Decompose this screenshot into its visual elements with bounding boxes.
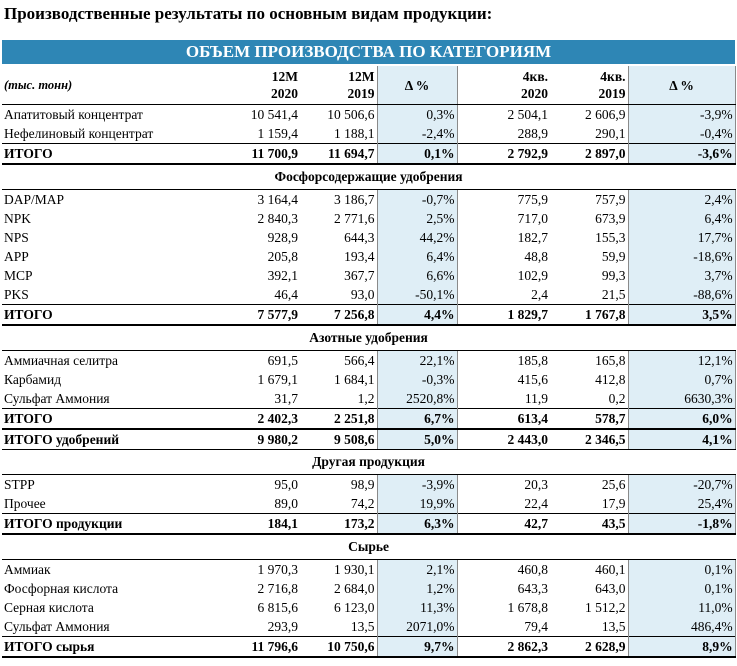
delta-q4: 4,1% <box>628 429 735 450</box>
value-12m-2019: 10 750,6 <box>300 637 377 658</box>
row-label: Аммиак <box>4 561 51 577</box>
value-12m-2019: 98,9 <box>350 476 375 492</box>
delta-q4: 17,7% <box>628 228 735 247</box>
row-label: NPK <box>4 210 32 226</box>
value-q4-2019: 1 512,2 <box>585 599 626 615</box>
value-12m-2020: 95,0 <box>274 476 298 492</box>
delta-q4: -1,8% <box>628 514 735 535</box>
delta-q4: 486,4% <box>628 617 735 637</box>
table-row <box>2 494 735 514</box>
value-q4-2020: 102,9 <box>517 267 548 283</box>
value-12m-2020: 928,9 <box>267 229 298 245</box>
row-label: ИТОГО <box>2 144 214 165</box>
value-12m-2019: 74,2 <box>350 495 375 511</box>
value-q4-2020: 288,9 <box>517 125 548 141</box>
value-q4-2019: 2 606,9 <box>585 106 626 122</box>
delta-12m: 22,1% <box>377 351 457 371</box>
delta-q4: 6,0% <box>628 409 735 430</box>
table-row <box>2 209 735 228</box>
delta-q4: -88,6% <box>628 285 735 305</box>
header-delta-q4: Δ % <box>628 65 735 105</box>
value-q4-2019: 0,2 <box>608 390 626 406</box>
delta-12m: 4,4% <box>377 305 457 326</box>
value-q4-2020: 1 678,8 <box>507 599 548 615</box>
delta-q4: 3,5% <box>628 305 735 326</box>
value-12m-2020: 2 402,3 <box>214 409 300 430</box>
total-row <box>2 514 735 535</box>
value-12m-2020: 11 796,6 <box>214 637 300 658</box>
row-label: APP <box>4 248 29 264</box>
value-q4-2019: 43,5 <box>550 514 628 535</box>
value-12m-2020: 2 840,3 <box>257 210 298 226</box>
value-12m-2020: 9 980,2 <box>214 429 300 450</box>
table-row <box>2 579 735 598</box>
value-12m-2020: 1 970,3 <box>257 561 298 577</box>
value-q4-2019: 757,9 <box>595 191 626 207</box>
delta-q4: 25,4% <box>628 494 735 514</box>
row-label: DAP/MAP <box>4 191 65 207</box>
delta-12m: 5,0% <box>377 429 457 450</box>
row-label: ИТОГО продукции <box>2 514 214 535</box>
value-q4-2020: 22,4 <box>524 495 548 511</box>
delta-q4: 2,4% <box>628 190 735 210</box>
value-q4-2020: 185,8 <box>517 352 548 368</box>
total-row <box>2 305 735 326</box>
value-12m-2020: 1 159,4 <box>257 125 298 141</box>
row-label: Сульфат Аммония <box>4 390 110 406</box>
value-q4-2019: 412,8 <box>595 371 626 387</box>
value-12m-2019: 6 123,0 <box>334 599 375 615</box>
value-q4-2020: 2,4 <box>531 286 548 302</box>
header-q4-2019: 4кв. 2019 <box>550 65 628 105</box>
delta-12m: -0,3% <box>377 370 457 389</box>
value-12m-2020: 89,0 <box>274 495 298 511</box>
table-row <box>2 351 735 371</box>
row-label: Сульфат Аммония <box>4 618 110 634</box>
value-12m-2019: 566,4 <box>344 352 375 368</box>
value-12m-2020: 7 577,9 <box>214 305 300 326</box>
value-12m-2020: 2 716,8 <box>257 580 298 596</box>
page-title: Производственные результаты по основным видам продукции: <box>4 4 493 23</box>
value-12m-2020: 1 679,1 <box>257 371 298 387</box>
table-row <box>2 475 735 495</box>
delta-12m: -50,1% <box>377 285 457 305</box>
row-label: Серная кислота <box>4 599 94 615</box>
value-12m-2019: 1 188,1 <box>334 125 375 141</box>
row-label: ИТОГО удобрений <box>2 429 214 450</box>
total-row <box>2 144 735 165</box>
value-12m-2019: 13,5 <box>350 618 375 634</box>
delta-q4: 0,1% <box>628 560 735 580</box>
value-q4-2020: 20,3 <box>524 476 548 492</box>
delta-q4: 0,1% <box>628 579 735 598</box>
header-12m-2020: 12M 2020 <box>214 65 300 105</box>
production-table <box>2 40 736 658</box>
value-q4-2020: 2 792,9 <box>457 144 550 165</box>
row-label: Карбамид <box>4 371 62 387</box>
value-q4-2019: 578,7 <box>550 409 628 430</box>
delta-12m: -0,7% <box>377 190 457 210</box>
value-q4-2019: 25,6 <box>601 476 626 492</box>
delta-q4: 8,9% <box>628 637 735 658</box>
delta-12m: 6,4% <box>377 247 457 266</box>
row-label: MCP <box>4 267 33 283</box>
value-q4-2020: 11,9 <box>524 390 548 406</box>
value-12m-2020: 184,1 <box>214 514 300 535</box>
table-row <box>2 285 735 305</box>
delta-12m: 0,3% <box>377 105 457 125</box>
delta-q4: -0,4% <box>628 124 735 144</box>
total-row <box>2 409 735 430</box>
value-q4-2020: 2 443,0 <box>457 429 550 450</box>
value-12m-2019: 2 251,8 <box>300 409 377 430</box>
row-label: ИТОГО <box>2 305 214 326</box>
value-12m-2019: 1,2 <box>357 390 375 406</box>
value-q4-2019: 2 346,5 <box>550 429 628 450</box>
value-q4-2019: 460,1 <box>595 561 626 577</box>
delta-12m: 2,1% <box>377 560 457 580</box>
table-row <box>2 228 735 247</box>
value-12m-2019: 2 684,0 <box>334 580 375 596</box>
delta-12m: 1,2% <box>377 579 457 598</box>
delta-q4: 3,7% <box>628 266 735 285</box>
value-12m-2020: 10 541,4 <box>250 106 298 122</box>
value-q4-2020: 415,6 <box>517 371 548 387</box>
value-q4-2020: 2 862,3 <box>457 637 550 658</box>
value-12m-2020: 392,1 <box>267 267 298 283</box>
delta-12m: 11,3% <box>377 598 457 617</box>
table-row <box>2 370 735 389</box>
value-12m-2019: 173,2 <box>300 514 377 535</box>
table-row <box>2 247 735 266</box>
value-12m-2019: 367,7 <box>344 267 375 283</box>
section-title: Фосфорсодержащие удобрения <box>2 164 735 190</box>
value-12m-2020: 691,5 <box>267 352 298 368</box>
value-12m-2019: 7 256,8 <box>300 305 377 326</box>
delta-12m: -2,4% <box>377 124 457 144</box>
delta-q4: -3,9% <box>628 105 735 125</box>
value-12m-2020: 205,8 <box>267 248 298 264</box>
row-label: ИТОГО сырья <box>2 637 214 658</box>
delta-q4: 6630,3% <box>628 389 735 409</box>
value-q4-2019: 155,3 <box>595 229 626 245</box>
delta-12m: 9,7% <box>377 637 457 658</box>
value-12m-2020: 6 815,6 <box>257 599 298 615</box>
value-q4-2019: 2 897,0 <box>550 144 628 165</box>
section-header <box>2 450 735 475</box>
value-q4-2020: 717,0 <box>517 210 548 226</box>
header-delta-12m: Δ % <box>377 65 457 105</box>
delta-12m: 6,3% <box>377 514 457 535</box>
row-label: Нефелиновый концентрат <box>4 125 154 141</box>
delta-q4: -3,6% <box>628 144 735 165</box>
row-label: ИТОГО <box>2 409 214 430</box>
delta-12m: 44,2% <box>377 228 457 247</box>
section-title: Сырье <box>2 534 735 560</box>
value-12m-2019: 644,3 <box>344 229 375 245</box>
delta-12m: 6,6% <box>377 266 457 285</box>
table-row <box>2 190 735 210</box>
table-row <box>2 105 735 125</box>
value-q4-2019: 13,5 <box>601 618 626 634</box>
row-label: STPP <box>4 476 35 492</box>
row-label: Апатитовый концентрат <box>4 106 143 122</box>
value-q4-2020: 460,8 <box>517 561 548 577</box>
value-12m-2020: 3 164,4 <box>257 191 298 207</box>
section-title: Другая продукция <box>2 450 735 475</box>
value-q4-2019: 643,0 <box>595 580 626 596</box>
table-row <box>2 389 735 409</box>
value-12m-2019: 10 506,6 <box>327 106 375 122</box>
table-row <box>2 560 735 580</box>
delta-12m: 2,5% <box>377 209 457 228</box>
value-q4-2019: 21,5 <box>601 286 626 302</box>
delta-q4: -18,6% <box>628 247 735 266</box>
value-q4-2019: 165,8 <box>595 352 626 368</box>
value-q4-2020: 48,8 <box>524 248 548 264</box>
delta-q4: 6,4% <box>628 209 735 228</box>
total-row <box>2 429 735 450</box>
value-q4-2020: 775,9 <box>517 191 548 207</box>
value-12m-2019: 3 186,7 <box>334 191 375 207</box>
delta-12m: 6,7% <box>377 409 457 430</box>
value-12m-2020: 293,9 <box>267 618 298 634</box>
total-row <box>2 637 735 658</box>
delta-12m: 19,9% <box>377 494 457 514</box>
units-label: (тыс. тонн) <box>2 65 214 105</box>
delta-12m: 0,1% <box>377 144 457 165</box>
value-12m-2020: 46,4 <box>274 286 298 302</box>
row-label: PKS <box>4 286 29 302</box>
header-q4-2020: 4кв. 2020 <box>457 65 550 105</box>
delta-q4: 11,0% <box>628 598 735 617</box>
value-q4-2020: 182,7 <box>517 229 548 245</box>
value-q4-2020: 42,7 <box>457 514 550 535</box>
value-q4-2019: 290,1 <box>595 125 626 141</box>
value-q4-2020: 79,4 <box>524 618 548 634</box>
value-q4-2019: 673,9 <box>595 210 626 226</box>
table-row <box>2 124 735 144</box>
delta-12m: -3,9% <box>377 475 457 495</box>
value-12m-2019: 193,4 <box>344 248 375 264</box>
value-q4-2019: 99,3 <box>601 267 626 283</box>
section-header <box>2 325 735 351</box>
delta-12m: 2071,0% <box>377 617 457 637</box>
value-q4-2019: 59,9 <box>601 248 626 264</box>
value-q4-2019: 1 767,8 <box>550 305 628 326</box>
value-q4-2020: 2 504,1 <box>507 106 548 122</box>
value-12m-2019: 1 930,1 <box>334 561 375 577</box>
table-row <box>2 266 735 285</box>
value-12m-2019: 9 508,6 <box>300 429 377 450</box>
value-12m-2019: 2 771,6 <box>334 210 375 226</box>
delta-q4: 12,1% <box>628 351 735 371</box>
value-q4-2019: 2 628,9 <box>550 637 628 658</box>
value-q4-2020: 643,3 <box>517 580 548 596</box>
table-banner <box>2 40 735 65</box>
header-12m-2019: 12M 2019 <box>300 65 377 105</box>
banner-text: ОБЪЕМ ПРОИЗВОДСТВА ПО КАТЕГОРИЯМ <box>2 40 735 65</box>
value-q4-2019: 17,9 <box>601 495 626 511</box>
delta-q4: -20,7% <box>628 475 735 495</box>
section-header <box>2 534 735 560</box>
value-12m-2020: 31,7 <box>274 390 298 406</box>
section-header <box>2 164 735 190</box>
value-12m-2019: 11 694,7 <box>300 144 377 165</box>
value-q4-2020: 1 829,7 <box>457 305 550 326</box>
delta-12m: 2520,8% <box>377 389 457 409</box>
row-label: Прочее <box>4 495 46 511</box>
table-row <box>2 617 735 637</box>
value-12m-2019: 1 684,1 <box>334 371 375 387</box>
row-label: Фосфорная кислота <box>4 580 119 596</box>
row-label: NPS <box>4 229 29 245</box>
value-12m-2019: 93,0 <box>350 286 375 302</box>
row-label: Аммиачная селитра <box>4 352 119 368</box>
section-title: Азотные удобрения <box>2 325 735 351</box>
table-row <box>2 598 735 617</box>
value-12m-2020: 11 700,9 <box>214 144 300 165</box>
value-q4-2020: 613,4 <box>457 409 550 430</box>
delta-q4: 0,7% <box>628 370 735 389</box>
table-header <box>2 65 735 105</box>
